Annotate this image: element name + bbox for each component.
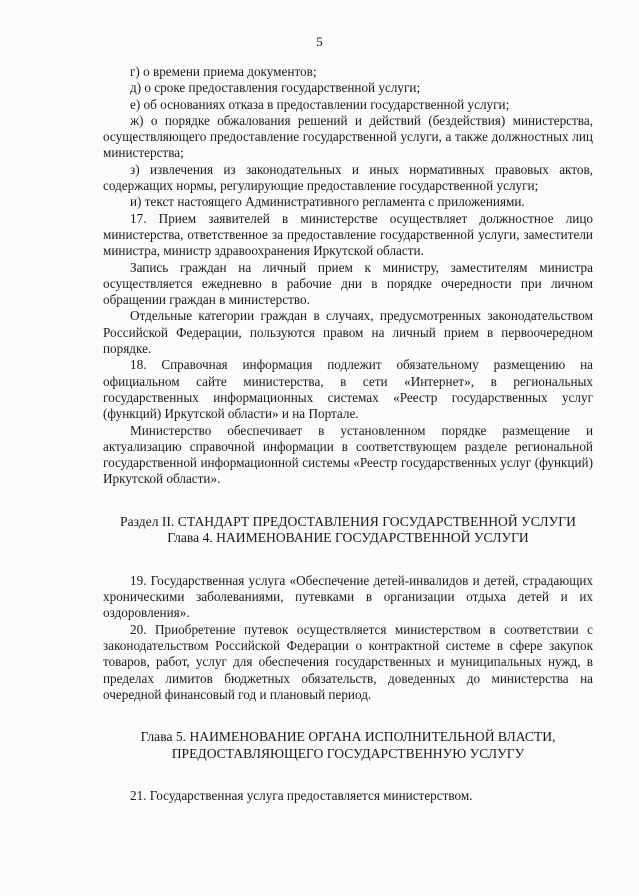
chapter-4-heading: Глава 4. НАИМЕНОВАНИЕ ГОСУДАРСТВЕННОЙ УСЛУГИ — [167, 530, 529, 546]
paragraph-19: 19. Государственная услуга «Обеспечение детей-инвалидов и детей, страдающих хроническими заболеваниями, путевками в организации отдыха детей и их оздоровления». — [103, 572, 593, 621]
paragraph-z: з) извлечения из законодательных и иных нормативных правовых актов, содержащих нормы, регулирующие предоставление государственной услуги; — [103, 161, 593, 194]
paragraph-20: 20. Приобретение путевок осуществляется министерством в соответствии с законодательством Российской Федерации о контрактной системе в сфере закупок товаров, работ, услуг для обеспечения государственных и муниципальных нужд, в пределах лимитов бюджетных обязательств, доведенных до министерства на очередной финансовый год и плановый период. — [103, 621, 593, 702]
paragraph-e: е) об основаниях отказа в предоставлении государственной услуги; — [130, 96, 510, 112]
paragraph-17-appointment: Запись граждан на личный прием к министру, заместителям министра осуществляется ежедневно в рабочие дни в порядке очередности при личном обращении граждан в министерство. — [103, 259, 593, 308]
paragraph-21: 21. Государственная услуга предоставляется министерством. — [130, 788, 473, 804]
section-2-heading: Раздел II. СТАНДАРТ ПРЕДОСТАВЛЕНИЯ ГОСУДАРСТВЕННОЙ УСЛУГИ — [120, 513, 576, 529]
paragraph-i: и) текст настоящего Административного регламента с приложениями. — [130, 194, 525, 210]
page-number: 5 — [316, 34, 323, 49]
document-body — [103, 64, 593, 804]
paragraph-d: д) о сроке предоставления государственной услуги; — [130, 80, 421, 96]
paragraph-zh: ж) о порядке обжалования решений и действий (бездействия) министерства, осуществляющего предоставление государственной услуги, а также должностных лиц министерства; — [103, 112, 593, 161]
paragraph-17: 17. Прием заявителей в министерстве осуществляет должностное лицо министерства, ответственное за предоставление государственной услуги, заместители министра, министр здравоохранения Иркутской области. — [103, 210, 593, 259]
paragraph-17-priority: Отдельные категории граждан в случаях, предусмотренных законодательством Российской Федерации, пользуются правом на личный прием в первоочередном порядке. — [103, 308, 593, 357]
chapter-5-heading: Глава 5. НАИМЕНОВАНИЕ ОРГАНА ИСПОЛНИТЕЛЬНОЙ ВЛАСТИ, ПРЕДОСТАВЛЯЮЩЕГО ГОСУДАРСТВЕННУЮ УСЛУГУ — [140, 729, 556, 761]
paragraph-18: 18. Справочная информация подлежит обязательному размещению на официальном сайте министерства, в сети «Интернет», в региональных государственных информационных системах «Реестр государственных услуг (функций) Иркутской области» и на Портале. — [103, 357, 593, 422]
paragraph-g: г) о времени приема документов; — [130, 64, 317, 79]
paragraph-18-registry: Министерство обеспечивает в установленном порядке размещение и актуализацию справочной информации в соответствующем разделе региональной государственной информационной системы «Реестр государственных услуг (функций) Иркутской области». — [103, 422, 593, 487]
